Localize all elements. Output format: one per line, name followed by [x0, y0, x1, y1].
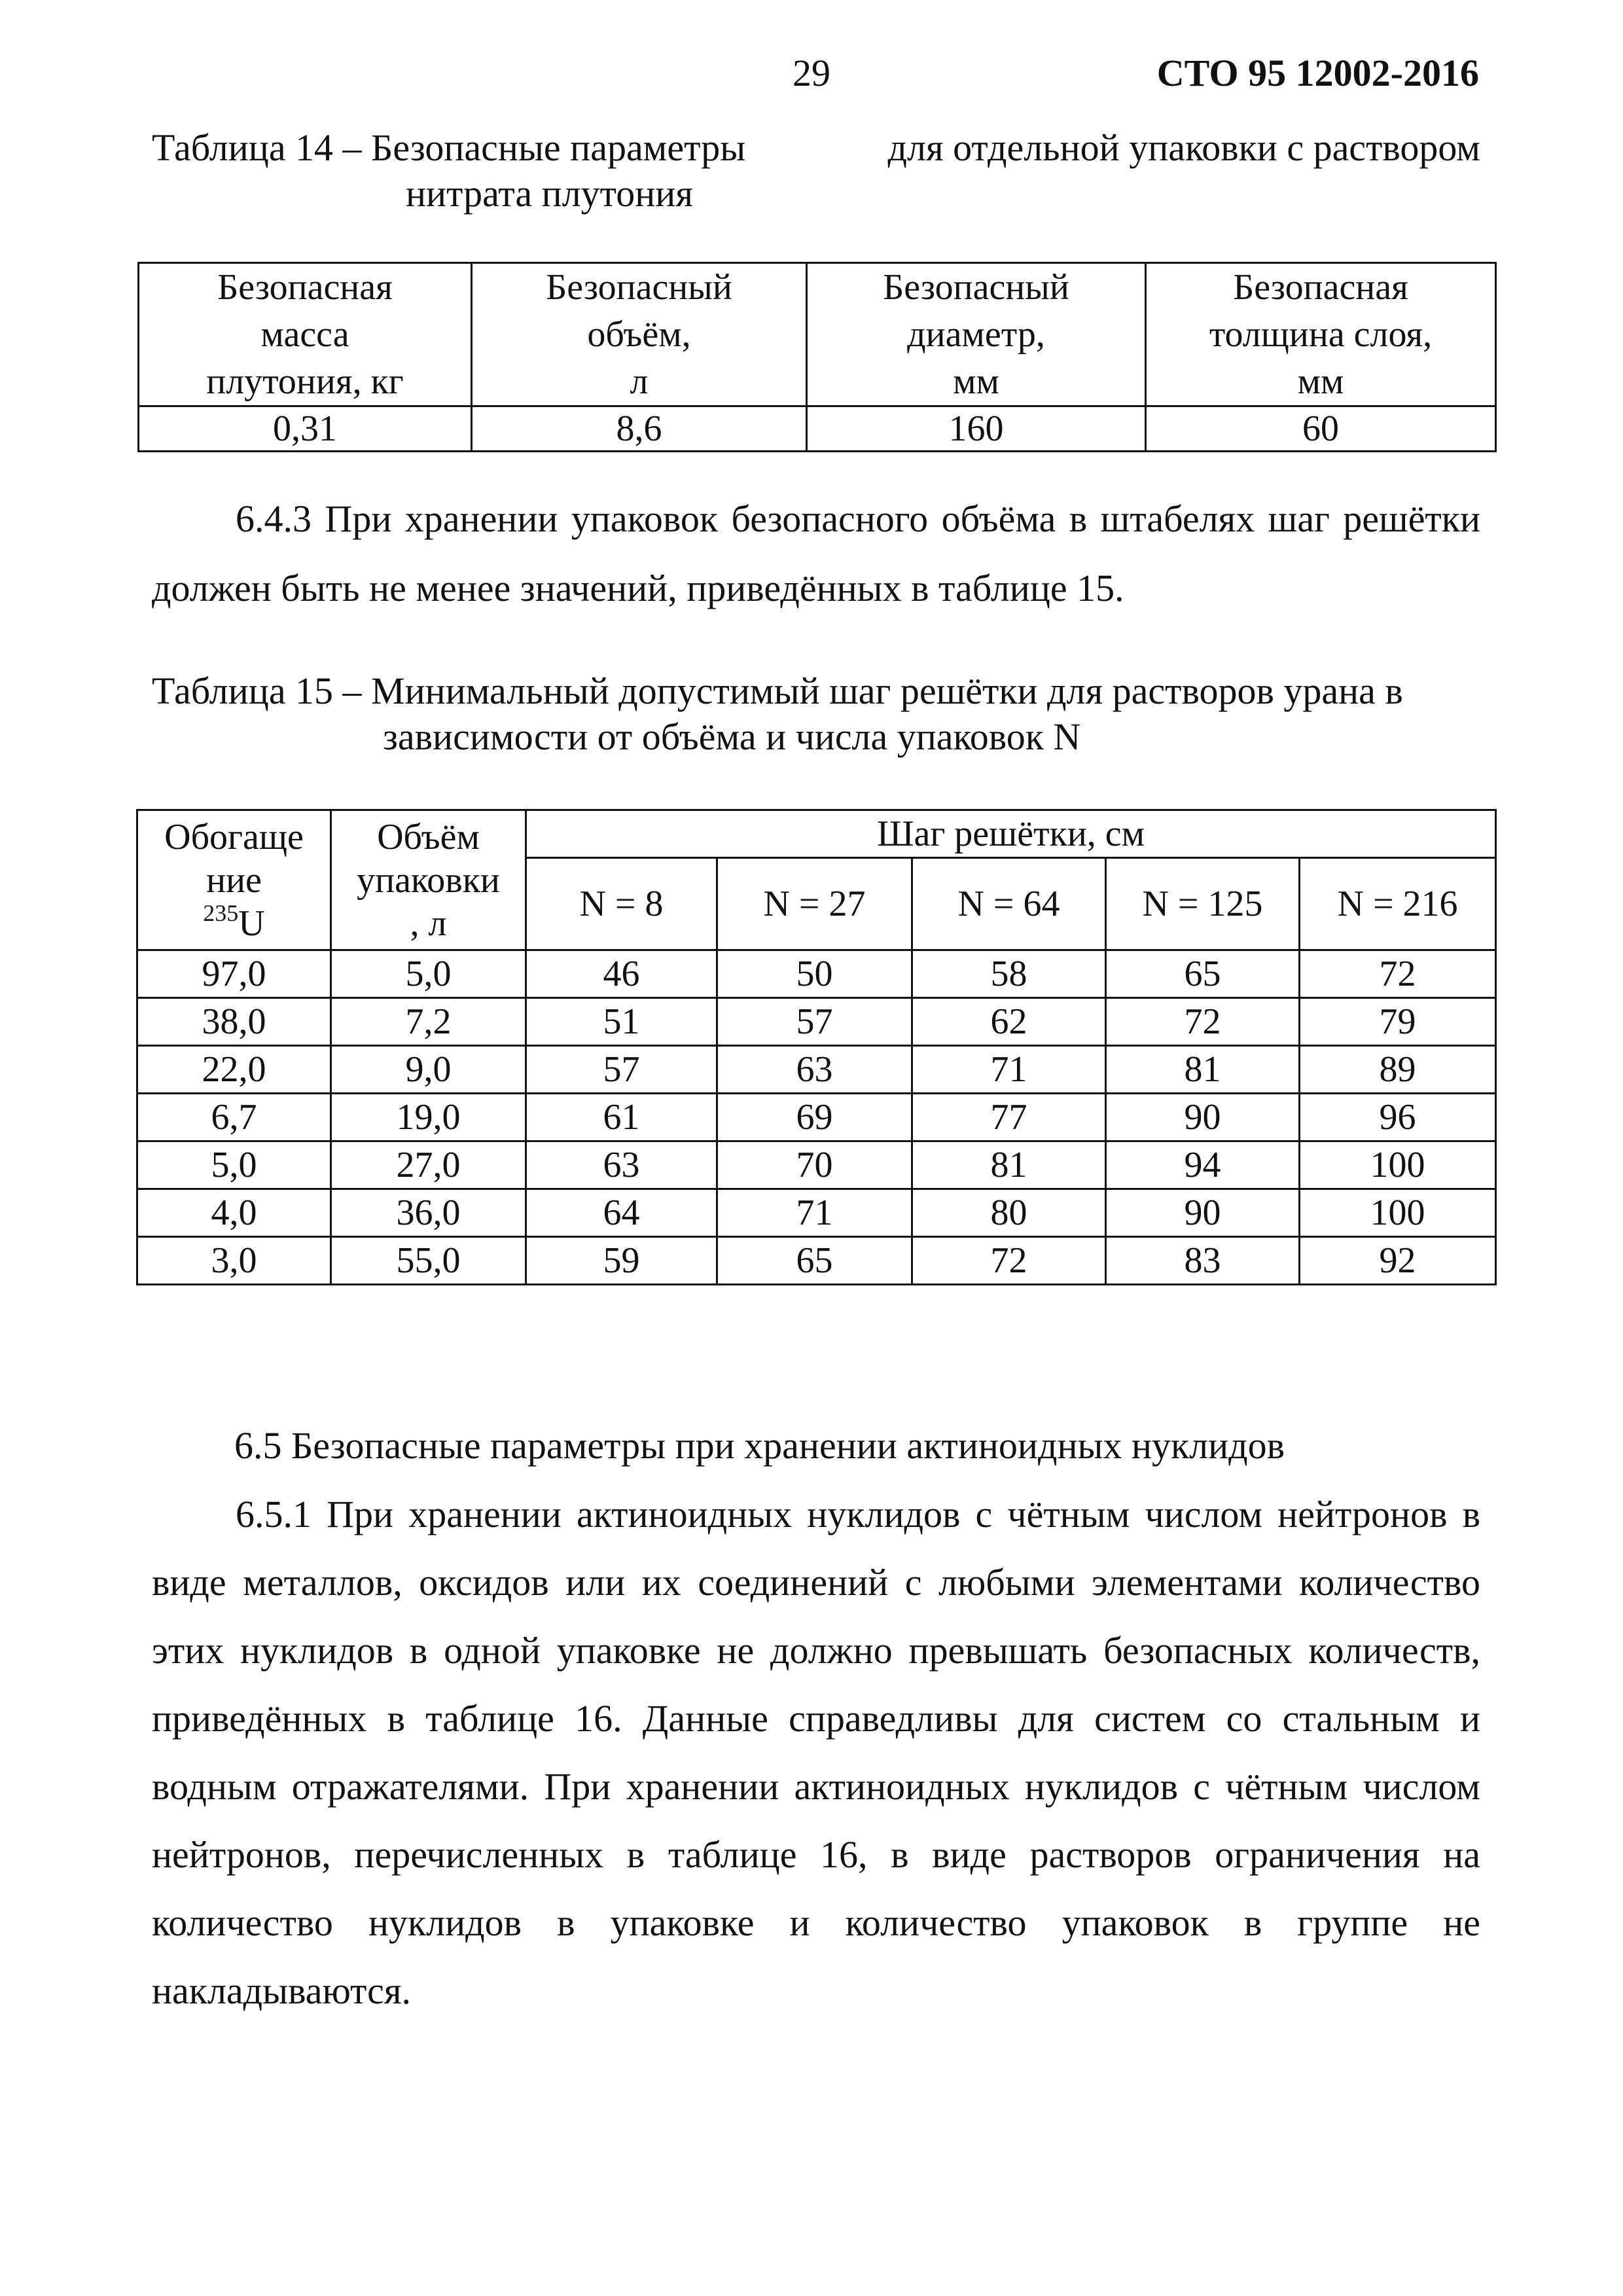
- table15-header-n64: N = 64: [912, 858, 1106, 950]
- table-cell: 63: [717, 1046, 912, 1094]
- table-cell: 94: [1106, 1141, 1300, 1189]
- table15-header-n216: N = 216: [1300, 858, 1496, 950]
- table15-header-volume: Объём упаковки , л: [331, 810, 526, 950]
- table14-header-thickness: Безопасная толщина слоя, мм: [1146, 263, 1496, 406]
- table14-caption: [152, 126, 1480, 170]
- table-cell: 89: [1300, 1046, 1496, 1094]
- table-cell: 58: [912, 950, 1106, 998]
- table-cell: 7,2: [331, 998, 526, 1046]
- table14-caption-part2: для отдельной упаковки с раствором: [887, 126, 1480, 169]
- table-cell: 83: [1106, 1237, 1300, 1285]
- table-cell: 62: [912, 998, 1106, 1046]
- table-cell: 5,0: [137, 1141, 331, 1189]
- table15-header-n27: N = 27: [717, 858, 912, 950]
- table-cell: 96: [1300, 1094, 1496, 1141]
- table15-header-row: [137, 810, 1496, 858]
- table-cell: 90: [1106, 1189, 1300, 1237]
- table15-header-n8: N = 8: [526, 858, 717, 950]
- table-cell: 38,0: [137, 998, 331, 1046]
- table-row: [137, 950, 1496, 998]
- table-cell: 36,0: [331, 1189, 526, 1237]
- table-row: [137, 1094, 1496, 1141]
- table14-header-diameter: Безопасный диаметр, мм: [807, 263, 1146, 406]
- table-cell: 3,0: [137, 1237, 331, 1285]
- table-row: [137, 1237, 1496, 1285]
- table-cell: 8,6: [472, 406, 807, 452]
- table-cell: 81: [1106, 1046, 1300, 1094]
- table14-header-volume: Безопасный объём, л: [472, 263, 807, 406]
- table15-caption-line2: зависимости от объёма и числа упаковок N: [383, 715, 1081, 758]
- table-row: [137, 1141, 1496, 1189]
- paragraph-6-5-1: 6.5.1 При хранении актиноидных нуклидов с чётным числом нейтронов в виде металлов, оксидов или их соединений с любыми элементами количество этих нуклидов в одной упаковке не должно превышать безопасных количеств, приведённых в таблице 16. Данные справедливы для систем со стальным и водным отражателями. При хранении актиноидных нуклидов с чётным числом нейтронов, перечисленных в таблице 16, в виде растворов ограничения на количество нуклидов в упаковке и количество упаковок в группе не накладываются.: [152, 1493, 1480, 2012]
- table15-body: [137, 950, 1496, 1285]
- table-cell: 80: [912, 1189, 1106, 1237]
- table-cell: 19,0: [331, 1094, 526, 1141]
- table-cell: 97,0: [137, 950, 331, 998]
- table14-caption-line2: нитрата плутония: [406, 172, 693, 215]
- table15-header-enrichment: Обогаще ние $^{235}$U: [137, 810, 331, 950]
- table-cell: 69: [717, 1094, 912, 1141]
- table14-caption-part1: Таблица 14 – Безопасные параметры: [152, 126, 746, 169]
- table14: [137, 262, 1497, 452]
- table-cell: 81: [912, 1141, 1106, 1189]
- table-cell: 79: [1300, 998, 1496, 1046]
- table-cell: 72: [1300, 950, 1496, 998]
- table-cell: 100: [1300, 1141, 1496, 1189]
- table-cell: 46: [526, 950, 717, 998]
- table-cell: 4,0: [137, 1189, 331, 1237]
- table-cell: 0,31: [139, 406, 472, 452]
- table-cell: 57: [717, 998, 912, 1046]
- table-cell: 160: [807, 406, 1146, 452]
- table-cell: 71: [717, 1189, 912, 1237]
- table-cell: 71: [912, 1046, 1106, 1094]
- table-row: [137, 998, 1496, 1046]
- table-cell: 55,0: [331, 1237, 526, 1285]
- table-cell: 6,7: [137, 1094, 331, 1141]
- table14-header-mass: Безопасная масса плутония, кг: [139, 263, 472, 406]
- table-cell: 92: [1300, 1237, 1496, 1285]
- table-cell: 51: [526, 998, 717, 1046]
- table-cell: 65: [717, 1237, 912, 1285]
- table-cell: 72: [912, 1237, 1106, 1285]
- table-cell: 9,0: [331, 1046, 526, 1094]
- table-row: [137, 1046, 1496, 1094]
- table-cell: 57: [526, 1046, 717, 1094]
- table-cell: 64: [526, 1189, 717, 1237]
- table-cell: 50: [717, 950, 912, 998]
- table-row: [139, 406, 1496, 452]
- table-cell: 60: [1146, 406, 1496, 452]
- table15-header-lattice-pitch: Шаг решётки, см: [526, 810, 1496, 858]
- table-cell: 100: [1300, 1189, 1496, 1237]
- table-cell: 22,0: [137, 1046, 331, 1094]
- table-cell: 70: [717, 1141, 912, 1189]
- table-cell: 72: [1106, 998, 1300, 1046]
- table-cell: 77: [912, 1094, 1106, 1141]
- section-6-5-heading: 6.5 Безопасные параметры при хранении актиноидных нуклидов: [234, 1424, 1285, 1467]
- table-cell: 5,0: [331, 950, 526, 998]
- table-cell: 63: [526, 1141, 717, 1189]
- document-code: СТО 95 12002-2016: [1156, 52, 1479, 94]
- table-cell: 90: [1106, 1094, 1300, 1141]
- table-cell: 61: [526, 1094, 717, 1141]
- page-number: 29: [793, 52, 830, 94]
- table-cell: 27,0: [331, 1141, 526, 1189]
- paragraph-6-4-3: 6.4.3 При хранении упаковок безопасного объёма в штабелях шаг решётки должен быть не менее значений, приведённых в таблице 15.: [152, 497, 1480, 609]
- table-cell: 65: [1106, 950, 1300, 998]
- table15: [136, 809, 1497, 1285]
- table15-header-n125: N = 125: [1106, 858, 1300, 950]
- table15-caption: Таблица 15 – Минимальный допустимый шаг решётки для растворов урана в: [152, 670, 1403, 712]
- table-cell: 59: [526, 1237, 717, 1285]
- table14-header-row: [139, 263, 1496, 406]
- table-row: [137, 1189, 1496, 1237]
